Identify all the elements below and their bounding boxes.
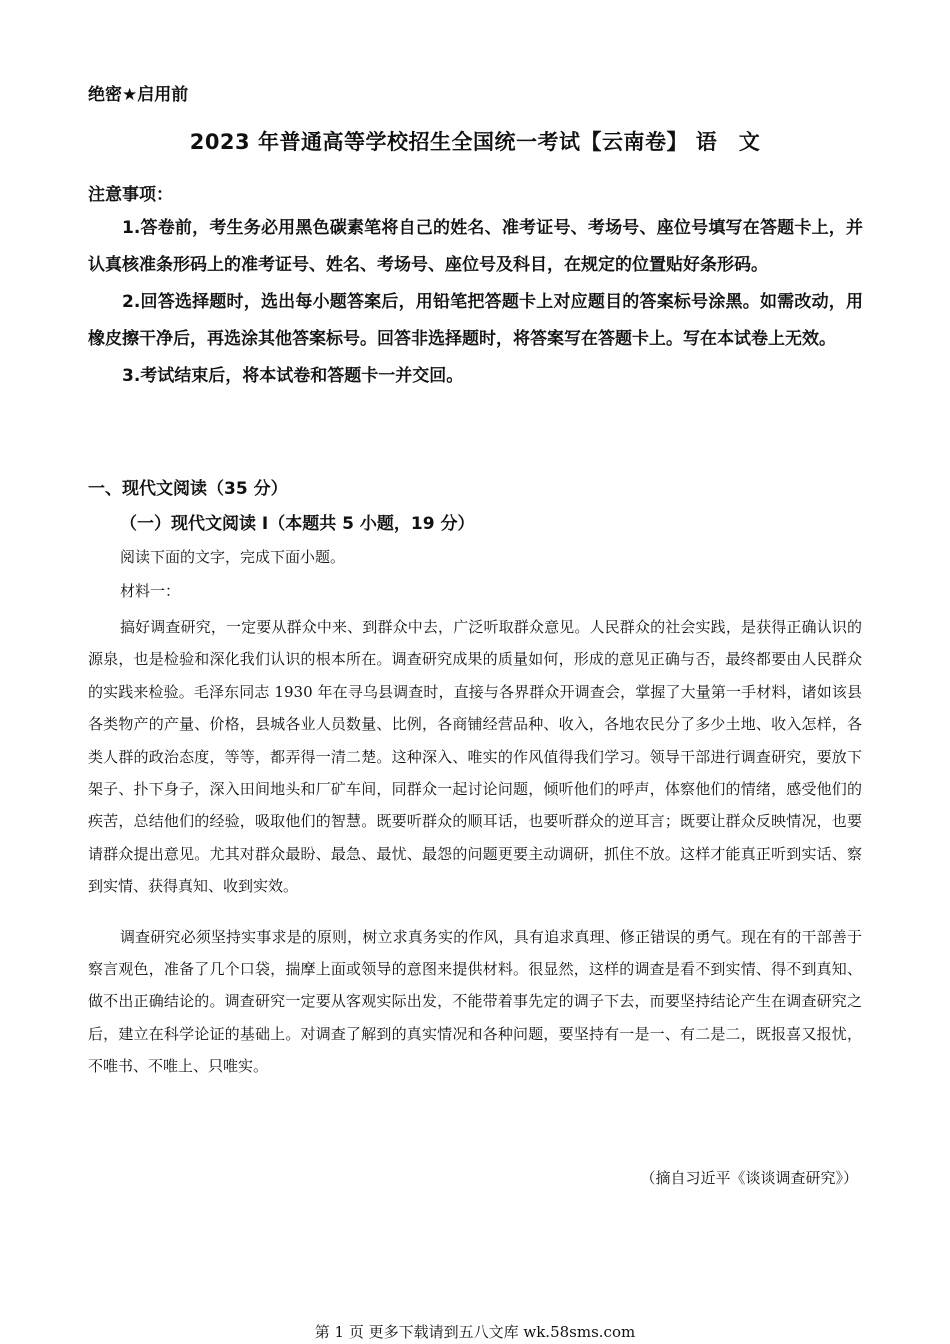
page-footer: 第 1 页 更多下载请到五八文库 wk.58sms.com bbox=[314, 1323, 636, 1341]
note-item: 3.考试结束后，将本试卷和答题卡一并交回。 bbox=[122, 366, 464, 386]
note-item: 1.答卷前，考生务必用黑色碳素笔将自己的姓名、准考证号、考场号、座位号填写在答题卡上，并认真核准条形码上的准考证号、姓名、考场号、座位号及科目，在规定的位置贴好条形码。 bbox=[88, 218, 863, 275]
notes-list bbox=[88, 210, 863, 395]
material-label: 材料一： bbox=[120, 582, 181, 600]
notes-heading: 注意事项： bbox=[88, 185, 173, 205]
confidential-label: 绝密★启用前 bbox=[88, 85, 189, 105]
note-item: 2.回答选择题时，选出每小题答案后，用铅笔把答题卡上对应题目的答案标号涂黑。如需改动，用橡皮擦干净后，再选涂其他答案标号。回答非选择题时，将答案写在答题卡上。写在本试卷上无效。 bbox=[88, 292, 863, 349]
material-source: （摘自习近平《谈谈调查研究》） bbox=[640, 1169, 858, 1187]
exam-title: 2023 年普通高等学校招生全国统一考试【云南卷】 语 文 bbox=[189, 130, 761, 154]
subsection-heading: （一）现代文阅读 I（本题共 5 小题，19 分） bbox=[120, 514, 475, 534]
section-heading: 一、现代文阅读（35 分） bbox=[88, 479, 288, 499]
material-body bbox=[88, 611, 862, 1083]
reading-instruction: 阅读下面的文字，完成下面小题。 bbox=[120, 548, 346, 566]
material-paragraph: 调查研究必须坚持实事求是的原则，树立求真务实的作风，具有追求真理、修正错误的勇气。现在有的干部善于察言观色，准备了几个口袋，揣摩上面或领导的意图来提供材料。很显然，这样的调查是看不到实情、得不到真知、做不出正确结论的。调查研究一定要从客观实际出发，不能带着事先定的调子下去，而要坚持结论产生在调查研究之后，建立在科学论证的基础上。对调查了解到的真实情况和各种问题，要坚持有一是一、有二是二，既报喜又报忧，不唯书、不唯上、只唯实。 bbox=[88, 927, 862, 1076]
material-paragraph: 搞好调查研究，一定要从群众中来、到群众中去，广泛听取群众意见。人民群众的社会实践，是获得正确认识的源泉，也是检验和深化我们认识的根本所在。调查研究成果的质量如何，形成的意见正确与否，最终都要由人民群众的实践来检验。毛泽东同志 1930 年在寻乌县调查时，直接与各界群众开调查会，掌握了大量第一手材料，诸如该县各类物产的产量、价格，县城各业人员数量、比例，各商铺经营品种、收入，各地农民分了多少土地、收入怎样，各类人群的政治态度，等等，都弄得一清二楚。这种深入、唯实的作风值得我们学习。领导干部进行调查研究，要放下架子、扑下身子，深入田间地头和厂矿车间，同群众一起讨论问题，倾听他们的呼声，体察他们的情绪，感受他们的疾苦，总结他们的经验，吸取他们的智慧。既要听群众的顺耳话，也要听群众的逆耳言；既要让群众反映情况，也要请群众提出意见。尤其对群众最盼、最急、最忧、最怨的问题更要主动调研，抓住不放。这样才能真正听到实话、察到实情、获得真知、收到实效。 bbox=[88, 618, 862, 896]
